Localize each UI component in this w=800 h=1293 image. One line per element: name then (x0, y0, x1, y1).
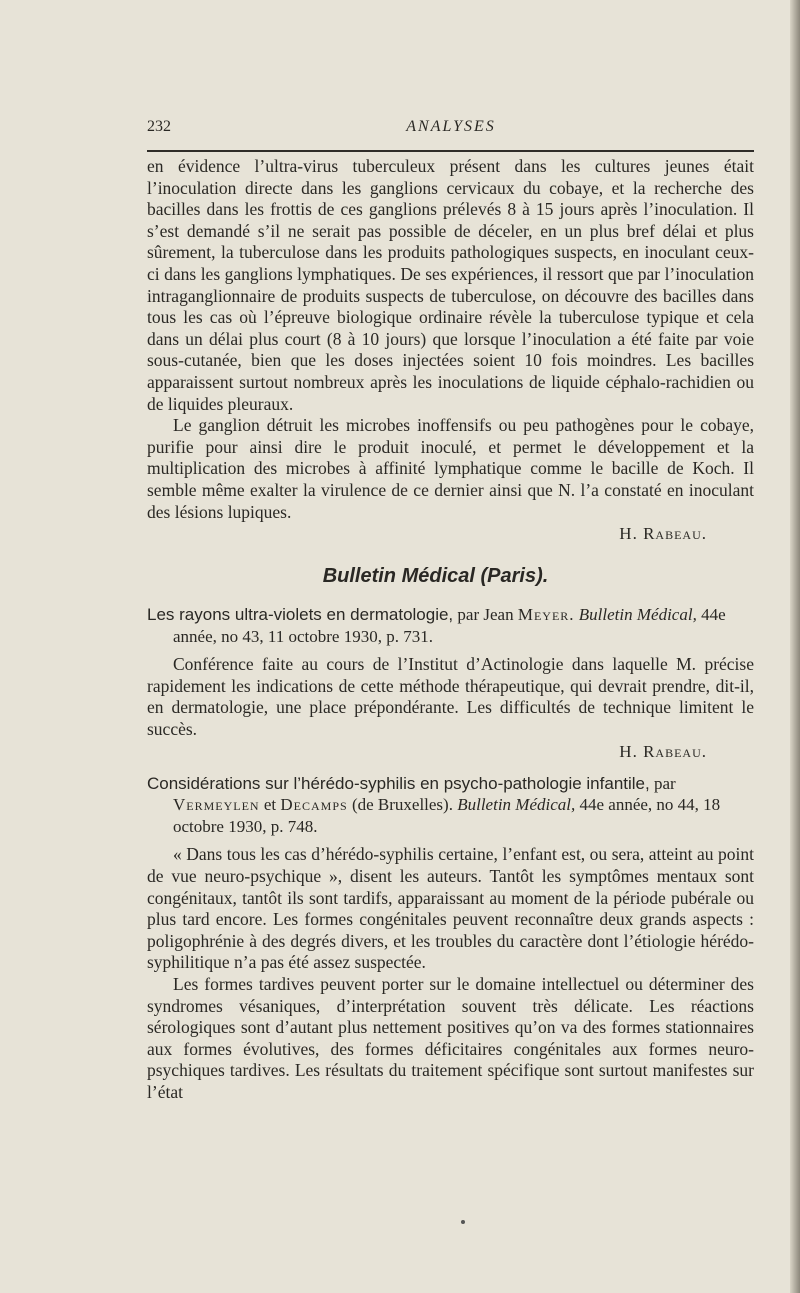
entry-author: Meyer. (517, 605, 575, 625)
entry-title-2: Considérations sur l’hérédo-syphilis en psycho-pathologie infantile, (147, 773, 650, 793)
entry-journal: Bulletin Médical, (578, 605, 697, 625)
entry-title: Les rayons ultra-violets en dermatologie, (147, 605, 454, 625)
entry-journal-2: Bulletin Médical, (457, 795, 576, 815)
entry-body-2: « Dans tous les cas d’hérédo-syphilis certaine, l’enfant est, ou sera, atteint au point de vue neuro-psychique », disent les auteurs. Tantôt les symptômes mentaux sont congénitaux, tantôt ils sont tardifs, apparaissant au moment de la période pubérale ou plus tard encore. Les formes congénitales peuvent reconnaître deux grands aspects : poligophrénie à des degrés divers, et les troubles du caractère dont l’étiologie hérédo-syphilitique n’a pas été assez suspectée. (147, 844, 754, 973)
entry-author-2: Decamps (280, 795, 348, 815)
header-rule (147, 150, 754, 152)
body-text (147, 156, 754, 1104)
entry-heading-2 (147, 773, 754, 838)
entry-heading (147, 604, 754, 647)
continued-paragraph-2: Le ganglion détruit les microbes inoffensifs ou peu pathogènes pour le cobaye, purifie pour ainsi dire le produit inoculé, et permet le développement et la multiplication des microbes à affinité lymphatique comme le bacille de Koch. Il semble même exalter la virulence de ce dernier ainsi que N. l’a constaté en inoculant des lésions lupiques. (147, 415, 754, 522)
entry-origin: (de Bruxelles). (351, 795, 453, 815)
entry-body: Conférence faite au cours de l’Institut d’Actinologie dans laquelle M. précise rapidement les indications de cette méthode thérapeutique, qui devrait prendre, dit-il, en dermatologie, une place prépondérante. Les difficultés de technique limitent le succès. (147, 654, 754, 740)
signature: H. Rabeau. (619, 524, 707, 544)
ink-speck (461, 1220, 465, 1224)
running-head (147, 118, 755, 142)
page-edge-shadow (790, 0, 800, 1293)
entry-by: par Jean (457, 605, 514, 625)
entry-by-2: par (653, 773, 676, 793)
entry-author-1: Vermeylen (173, 795, 260, 815)
entry-details: 44e année, no 43, 11 octobre 1930, p. 731. (173, 605, 726, 646)
continued-paragraph: en évidence l’ultra-virus tuberculeux présent dans les cultures jeunes était l’inoculation directe dans les ganglions cervicaux du cobaye, et la recherche des bacilles dans les frottis de ces ganglions prélevés 8 à 15 jours après l’inoculation. Il s’est demandé s’il ne serait pas possible de déceler, en un plus bref délai et plus sûrement, la tuberculose dans les produits pathologiques suspects, en inoculant ceux-ci dans les ganglions lymphatiques. De ses expériences, il ressort que par l’inoculation intraganglionnaire de produits suspects de tuberculose, on découvre des bacilles dans tous les cas où l’épreuve biologique ordinaire révèle la tuberculose typique et cela dans un délai plus court (8 à 10 jours) que lorsque l’inoculation a été faite par voie sous-cutanée, bien que les doses injectées soient 10 fois moindres. Les bacilles apparaissent surtout nombreux après les inoculations de liquide céphalo-rachidien ou de liquides pleuraux. (147, 156, 754, 414)
section-title: Bulletin Médical (Paris). (322, 565, 549, 588)
entry-details-2: 44e année, no 44, 18 octobre 1930, p. 748. (173, 795, 721, 836)
running-title: ANALYSES (406, 118, 496, 135)
entry-body-3: Les formes tardives peuvent porter sur le domaine intellectuel ou déterminer des syndromes vésaniques, d’interprétation souvent très délicate. Les réactions sérologiques sont d’autant plus nettement positives qu’on va des formes stationnaires aux formes évolutives, des formes déficitaires congénitales aux formes neuro-psychiques tardives. Les résultats du traitement spécifique sont surtout manifestes sur l’état (147, 974, 754, 1102)
page-number: 232 (147, 118, 171, 135)
entry-and: et (263, 795, 277, 815)
entry-signature: H. Rabeau. (619, 741, 707, 761)
